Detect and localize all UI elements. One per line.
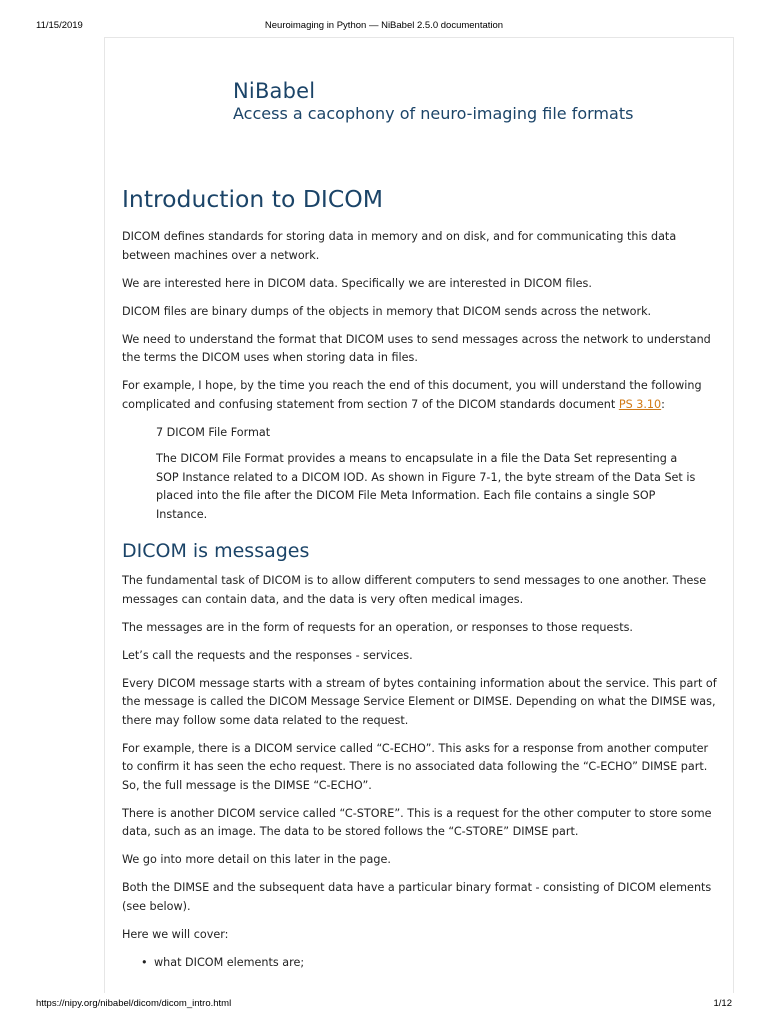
paragraph: The fundamental task of DICOM is to allow different computers to send messages to one another. These messages can contain data, and the data is very often medical images. bbox=[122, 574, 707, 606]
print-header bbox=[0, 0, 768, 38]
quote-body: The DICOM File Format provides a means to encapsulate in a file the Data Set representing a SOP Instance related to a DICOM IOD. As shown in Figure 7-1, the byte stream of the Data Set is placed into the file after the DICOM File Meta Information. Each file contains a single SOP Instance. bbox=[156, 452, 696, 521]
paragraph: DICOM files are binary dumps of the objects in memory that DICOM sends across the network. bbox=[122, 304, 652, 318]
site-brand[interactable] bbox=[233, 78, 633, 124]
print-url: https://nipy.org/nibabel/dicom/dicom_intro.html bbox=[36, 998, 232, 1009]
page-title: Introduction to DICOM bbox=[122, 185, 384, 213]
paragraph: For example, there is a DICOM service called “C-ECHO”. This asks for a response from another computer to confirm it has seen the echo request. There is no associated data following the “C-ECHO” DIMSE part. So, the full message is the DIMSE “C-ECHO”. bbox=[122, 741, 709, 792]
site-tagline: Access a cacophony of neuro-imaging file formats bbox=[233, 104, 634, 123]
paragraph: Here we will cover: bbox=[122, 927, 229, 941]
main-content bbox=[122, 184, 718, 972]
bullet-icon: • bbox=[141, 955, 148, 969]
document-page bbox=[104, 37, 734, 993]
paragraph: We go into more detail on this later in the page. bbox=[122, 853, 391, 866]
paragraph: We need to understand the format that DICOM uses to send messages across the network to understand the terms the DICOM uses when storing data in files. bbox=[122, 332, 711, 364]
paragraph: The messages are in the form of requests for an operation, or responses to those requests. bbox=[122, 620, 633, 634]
paragraph: Let’s call the requests and the responses - services. bbox=[122, 648, 413, 662]
site-name[interactable]: NiBabel bbox=[233, 79, 316, 103]
paragraph: DICOM defines standards for storing data in memory and on disk, and for communicating this data between machines over a network. bbox=[122, 230, 677, 262]
quote-block bbox=[156, 424, 696, 525]
paragraph: Every DICOM message starts with a stream of bytes containing information about the service. This part of the message is called the DICOM Message Service Element or DIMSE. Depending on what the DIMSE was, there may follow some data related to the request. bbox=[122, 676, 717, 727]
example-punct: : bbox=[661, 397, 665, 411]
quote-heading: 7 DICOM File Format bbox=[156, 425, 271, 439]
example-text: For example, I hope, by the time you reach the end of this document, you will understand the following complicated and confusing statement from section 7 of the DICOM standards document bbox=[122, 379, 702, 411]
paragraph: We are interested here in DICOM data. Specifically we are interested in DICOM files. bbox=[122, 276, 592, 290]
print-page-number: 1/12 bbox=[713, 998, 732, 1009]
print-date: 11/15/2019 bbox=[36, 20, 83, 31]
print-title: Neuroimaging in Python — NiBabel 2.5.0 documentation bbox=[264, 20, 504, 31]
print-footer bbox=[0, 994, 768, 1024]
paragraph-with-link bbox=[122, 377, 718, 414]
paragraph: There is another DICOM service called “C-STORE”. This is a request for the other computer to store some data, such as an image. The data to be stored follows the “C-STORE” DIMSE part. bbox=[122, 806, 712, 838]
cover-list bbox=[122, 954, 718, 973]
paragraph: Both the DIMSE and the subsequent data have a particular binary format - consisting of DICOM elements (see below). bbox=[122, 881, 712, 913]
list-item-text: what DICOM elements are; bbox=[154, 955, 305, 969]
section-title: DICOM is messages bbox=[122, 540, 310, 562]
ps-3-10-link[interactable]: PS 3.10 bbox=[618, 397, 662, 411]
list-item bbox=[141, 954, 718, 973]
